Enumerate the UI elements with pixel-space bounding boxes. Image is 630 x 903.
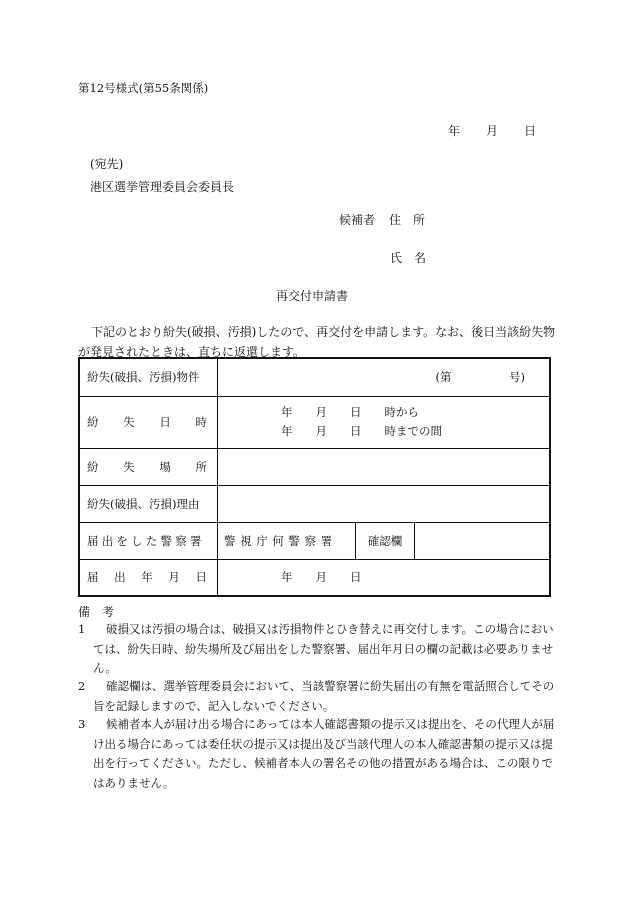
item-value-cell[interactable] [218,358,551,396]
date-day: 日 [524,124,537,138]
table-row-reason [79,485,550,522]
datetime-label: 紛 失 日 時 [87,415,207,429]
note-3-text: 候補者本人が届け出る場合にあっては本人確認書類の提示又は提出を、その代理人が届け出る場合にあっては委任状の提示又は提出及び当該代理人の本人確認書類の提示又は提出を行ってください。ただし、候補者本人の署名その他の措置がある場合は、この限りではありません。 [93,717,555,790]
note-3 [78,715,556,793]
place-value-cell[interactable] [218,448,551,485]
date-month: 月 [486,124,499,138]
table-row-place [79,448,550,485]
candidate-name-label: 氏 名 [390,251,427,265]
notes-heading: 備 考 [78,605,115,619]
police-label: 届出をした警察署 [87,533,205,548]
form-number: 第12号様式(第55条関係) [78,81,209,95]
table-row-police [79,522,550,559]
date-line [448,122,536,139]
candidate-label: 候補者 [339,213,376,227]
table-row-item [79,358,550,396]
addressee-name: 港区選挙管理委員会委員長 [90,180,235,194]
note-1 [78,620,556,679]
confirm-value-cell[interactable] [415,522,551,559]
police-label-cell [79,522,218,559]
application-table [78,357,551,597]
report-date-value: 年 月 日 [281,570,362,585]
candidate-address-label: 住 所 [389,213,426,227]
item-label: 紛失(破損、汚損)物件 [79,358,218,396]
date-year: 年 [448,124,461,138]
confirm-label: 確認欄 [356,522,415,559]
datetime-label-cell [79,396,218,448]
note-1-text: 破損又は汚損の場合は、破損又は汚損物件とひき替えに再交付します。この場合においては、紛失日時、紛失場所及び届出をした警察署、届出年月日の欄の記載は必要ありません。 [93,622,554,675]
intro-paragraph: 下記のとおり紛失(破損、汚損)したので、再交付を申請します。なお、後日当該紛失物が発見されたときは、直ちに返還します。 [78,325,556,359]
note-2-text: 確認欄は、選挙管理委員会において、当該警察署に紛失届出の有無を電話照合してその旨を記録しますので、記入しないでください。 [93,679,555,713]
reason-label: 紛失(破損、汚損)理由 [79,485,218,522]
place-label: 紛 失 場 所 [87,459,207,474]
table-row-report-date [79,559,550,596]
report-date-label: 届 出 年 月 日 [87,570,207,585]
report-date-value-cell[interactable] [218,559,551,596]
candidate-address-line [339,211,425,228]
datetime-value-cell[interactable] [218,396,551,448]
datetime-from: 年 月 日 時から [281,405,419,419]
police-value-cell [218,522,356,559]
note-3-number: 3 [78,717,86,731]
note-2-number: 2 [78,679,86,693]
item-number: (第 号) [435,370,525,385]
police-value: 警視庁何警察署 [224,533,337,548]
reason-value-cell[interactable] [218,485,551,522]
place-label-cell [79,448,218,485]
datetime-to: 年 月 日 時までの間 [281,424,442,438]
document-title: 再交付申請書 [276,289,349,303]
addressee-label: (宛先) [90,157,124,171]
report-date-label-cell [79,559,218,596]
table-row-datetime [79,396,550,448]
note-2 [78,677,556,716]
note-1-number: 1 [78,622,86,636]
